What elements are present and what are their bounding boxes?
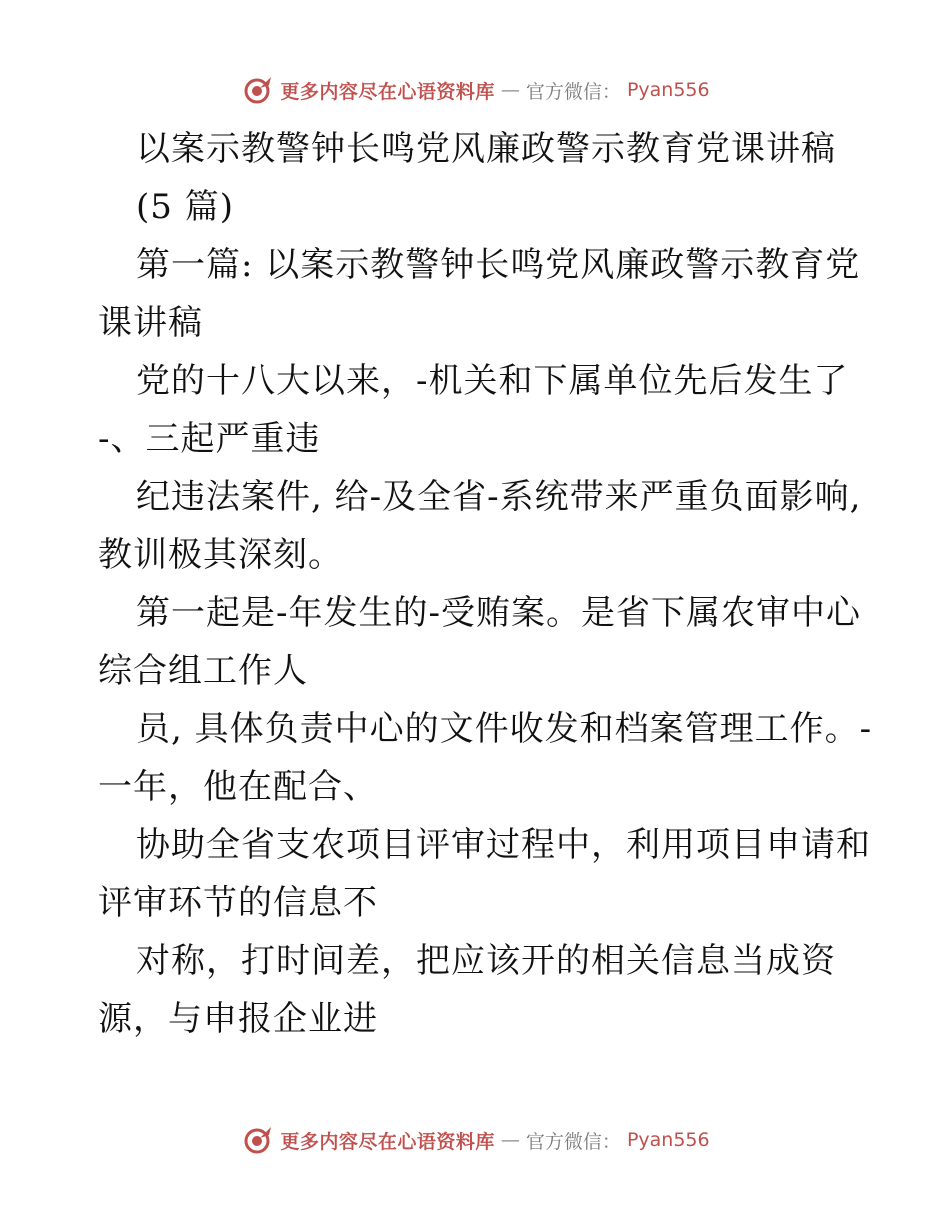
banner-text: 更多内容尽在心语资料库: [280, 1130, 495, 1153]
paragraph-line: 教训极其深刻。: [98, 535, 343, 575]
feather-pen-logo-icon: [240, 73, 274, 107]
header-watermark-banner: [0, 70, 950, 110]
paragraph-line: 源，与申报企业进: [98, 999, 378, 1039]
section-heading-line-1: 第一篇: 以案示教警钟长鸣党风廉政警示教育党: [136, 245, 861, 285]
banner-text: 更多内容尽在心语资料库: [280, 80, 495, 103]
paragraph-line: 纪违法案件, 给-及全省-系统带来严重负面影响,: [136, 477, 862, 517]
document-body: [98, 120, 873, 1048]
paragraph-line: 协助全省支农项目评审过程中，利用项目申请和: [136, 825, 871, 865]
paragraph-line: -、三起严重违: [98, 419, 321, 459]
paragraph-line: 评审环节的信息不: [98, 883, 378, 923]
paragraph-line: 综合组工作人: [98, 651, 308, 691]
paragraph-line: 党的十八大以来，-机关和下属单位先后发生了: [136, 361, 849, 401]
feather-pen-logo-icon: [240, 1123, 274, 1157]
paragraph-line: 第一起是-年发生的-受贿案。是省下属农审中心: [136, 593, 861, 633]
paragraph-line: 员, 具体负责中心的文件收发和档案管理工作。-: [136, 709, 873, 749]
banner-dash: —: [500, 1129, 520, 1151]
paragraph-line: 一年，他在配合、: [98, 767, 378, 807]
footer-watermark-banner: [0, 1120, 950, 1160]
banner-wechat-id: Pyan556: [626, 79, 710, 101]
banner-dash: —: [500, 79, 520, 101]
banner-contact-label: 官方微信：: [525, 1130, 621, 1153]
paragraph-line: 对称，打时间差，把应该开的相关信息当成资: [136, 941, 836, 981]
section-heading-line-2: 课讲稿: [98, 303, 203, 343]
document-title-line-1: 以案示教警钟长鸣党风廉政警示教育党课讲稿: [136, 129, 836, 169]
banner-wechat-id: Pyan556: [626, 1129, 710, 1151]
document-title-line-2: (5 篇): [136, 187, 234, 227]
banner-contact-label: 官方微信：: [525, 80, 621, 103]
